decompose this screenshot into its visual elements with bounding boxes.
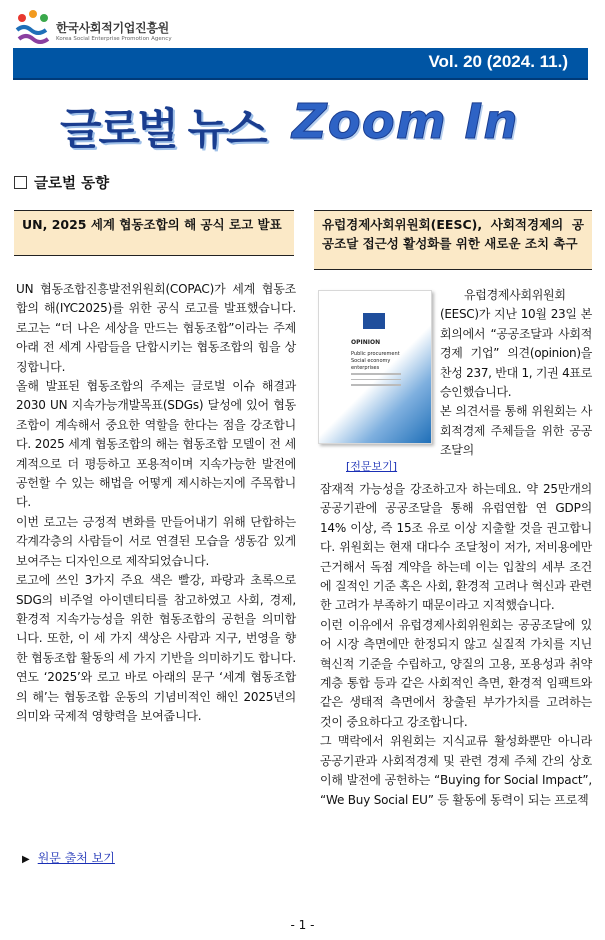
org-subname: Korea Social Enterprise Promotion Agency bbox=[56, 36, 172, 42]
right-article-body bbox=[320, 480, 592, 810]
left-paragraph: 이번 로고는 긍정적 변화를 만들어내기 위해 단합하는 각계각층의 사람들이 서로 연결된 모습을 생동감 있게 보여주는 디자인으로 제작되었습니다. bbox=[16, 514, 296, 568]
right-paragraph: 이런 이유에서 유럽경제사회위원회는 공공조달에 있어 시장 측면에만 한정되지 않고 실질적 가치를 지닌 혁신적 기준을 수립하고, 양질의 고용, 포용성과 취약계층 통합 등과 같은 사회적인 측면, 환경적 임팩트와 같은 생태적 측면에서 창출된 부가가치를 고려하는 것이 중요하다고 강조합니다. bbox=[320, 617, 592, 729]
left-paragraph: UN 협동조합진흥발전위원회(COPAC)가 세계 협동조합의 해(IYC2025)를 위한 공식 로고를 발표했습니다. 로고는 “더 나은 세상을 만드는 협동조합”이라는 주제 아래 전 세계 사람들을 단합시키는 협동조합의 힘을 상징합니다. bbox=[16, 282, 296, 374]
org-logo bbox=[14, 8, 184, 48]
triangle-right-icon: ▶ bbox=[22, 854, 30, 865]
org-name: 한국사회적기업진흥원 bbox=[56, 21, 169, 35]
cover-heading: OPINION bbox=[351, 339, 381, 346]
left-paragraph: 로고에 쓰인 3가지 주요 색은 빨강, 파랑과 초록으로 SDG의 비주얼 아이덴티티를 참고하였고 사회, 경제, 환경적 지속가능성을 위한 협동조합의 공헌을 의미합니다. 또한, 이 세 가지 색상은 사람과 지구, 번영을 향한 협동조합 활동의 세 가지 기반을 의미하기도 합니다. 연도 ‘2025’와 로고 바로 아래의 문구 ‘세계 협동조합의 해’는 협동조합 운동의 기념비적인 해인 2025년의 의미와 국제적 영향력을 보여줍니다. bbox=[16, 573, 296, 723]
page-number: - 1 - bbox=[290, 918, 315, 932]
cover-title: Public procurement Social economy enterprises bbox=[351, 351, 400, 371]
left-article-title: UN, 2025 세계 협동조합의 해 공식 로고 발표 bbox=[14, 210, 294, 256]
cover-text-lines bbox=[351, 373, 401, 390]
banner-title-english: Zoom In bbox=[292, 94, 519, 150]
checkbox-square-icon bbox=[14, 176, 27, 189]
right-article-wrapped-text bbox=[440, 286, 592, 461]
fulltext-link[interactable]: [전문보기] bbox=[346, 460, 398, 473]
section-label: 글로벌 동향 bbox=[34, 176, 110, 192]
opinion-document-cover[interactable] bbox=[318, 290, 432, 444]
source-link[interactable]: 원문 출처 보기 bbox=[37, 851, 115, 865]
org-logo-icon bbox=[14, 8, 52, 46]
left-paragraph: 올해 발표된 협동조합의 주제는 글로벌 이슈 해결과 2030 UN 지속가능개발목표(SDGs) 달성에 있어 협동조합이 계속해서 중요한 역할을 한다는 점을 강조합니다. 2025 세계 협동조합의 해는 협동조합 모델이 전 세계적으로 더 평등하고 포용적이며 지속가능한 발전에 공헌할 수 있는 해법을 어떻게 제시하는지에 주목합니다. bbox=[16, 379, 296, 510]
right-wrap-paragraph: 유럽경제사회위원회(EESC)가 지난 10월 23일 본 회의에서 “공공조달과 사회적경제 기업” 의견(opinion)을 찬성 237, 반대 1, 기권 4표로 승인했습니다. bbox=[440, 288, 592, 400]
left-article-body bbox=[16, 280, 296, 726]
volume-bar bbox=[13, 48, 588, 80]
source-link-row bbox=[22, 849, 115, 866]
eesc-logo-icon bbox=[363, 313, 385, 329]
banner-title-korean: 글로벌 뉴스 bbox=[60, 105, 265, 155]
right-wrap-paragraph: 본 의견서를 통해 위원회는 사회적경제 주체들을 위한 공공 조달의 bbox=[440, 404, 592, 458]
section-heading bbox=[14, 172, 109, 193]
right-paragraph: 그 맥락에서 위원회는 지식교류 활성화뿐만 아니라 공공기관과 사회적경제 및 관련 경제 주체 간의 상호 이해 발전에 공헌하는 “Buying for Social Impact”, “We Buy Social EU” 등 활동에 동력이 되는 프로젝 bbox=[320, 734, 592, 807]
volume-label: Vol. 20 (2024. 11.) bbox=[428, 52, 568, 71]
newsletter-banner bbox=[60, 94, 540, 155]
right-paragraph: 잠재적 가능성을 강조하고자 하는데요. 약 25만개의 공공기관에 공공조달을 통해 유럽연합 연 GDP의 14% 이상, 즉 15조 유로 이상 지출할 것을 권고합니다. 위원회는 현재 대다수 조달청이 저가, 저비용에만 근거해서 독점 계약을 하는데 이는 입찰의 세부 조건에 질적인 기준 혹은 사회, 환경적 고려나 혁신과 관련한 고려가 부족하기 때문이라고 지적했습니다. bbox=[320, 482, 592, 613]
right-article-title: 유럽경제사회위원회(EESC), 사회적경제의 공공조달 접근성 활성화를 위한 새로운 조치 촉구 bbox=[314, 210, 592, 270]
